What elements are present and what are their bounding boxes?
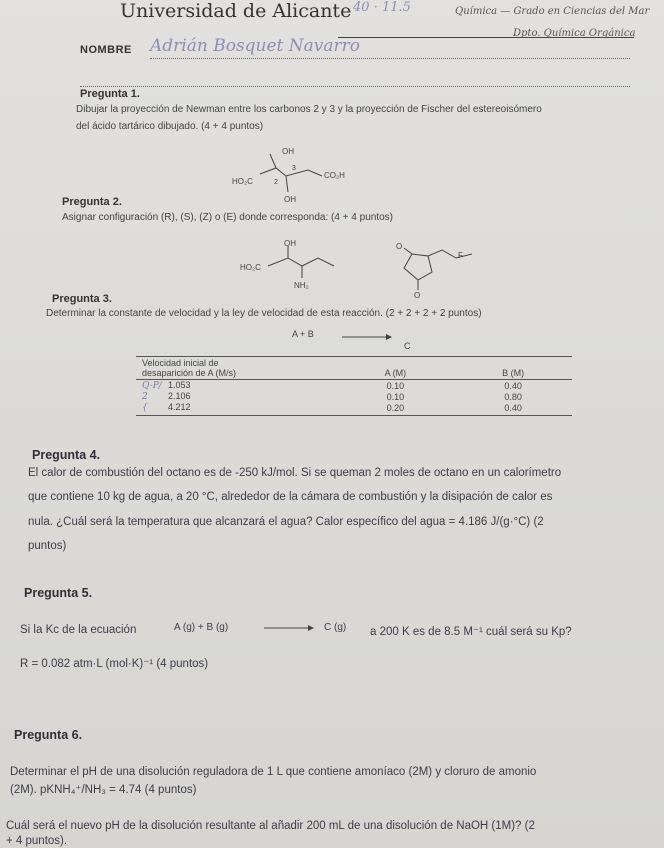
tartaric-acid-structure: [230, 140, 370, 206]
department-line-2: Dpto. Química Orgánica: [513, 28, 636, 39]
kinetics-header-a: A (M): [337, 357, 455, 380]
q1-label-co2h: CO₂H: [324, 171, 345, 180]
kinetics-table-row: [136, 391, 572, 402]
q4-title: Pregunta 4.: [32, 448, 101, 462]
q2-label-ho2c: HO₂C: [240, 263, 261, 272]
q6-line-3: Cuál será el nuevo pH de la disolución resultante al añadir 200 mL de una disolución de NaOH (1M)? (2: [6, 820, 535, 832]
kinetics-rate-value: 4.212: [168, 402, 191, 412]
q5-equation-rhs: C (g): [324, 622, 347, 633]
kinetics-a-value: 0.10: [386, 391, 405, 402]
q4-line-3: nula. ¿Cuál será la temperatura que alcanzará el agua? Calor específico del agua = 4.186 J/(g·°C) (2: [28, 516, 544, 528]
q1-label-ho2c: HO₂C: [232, 177, 253, 186]
university-name: Universidad de Alicante: [120, 0, 352, 22]
kinetics-header-rate-line1: Velocidad inicial de: [142, 358, 219, 368]
q5-title: Pregunta 5.: [24, 586, 93, 600]
q5-intro: Si la Kc de la ecuación: [20, 624, 137, 636]
q2-text: Asignar configuración (R), (S), (Z) o (E) donde corresponda: (4 + 4 puntos): [62, 212, 393, 223]
q2-label-oh: OH: [284, 239, 296, 248]
handwritten-row-note: 2: [142, 392, 148, 402]
q6-line-1: Determinar el pH de una disolución reguladora de 1 L que contiene amoníaco (2M) y cloruro de amonio: [10, 766, 537, 778]
q1-text-line1: Dibujar la proyección de Newman entre los carbonos 2 y 3 y la proyección de Fischer del estereoisómero: [76, 104, 542, 115]
q1-label-oh-top: OH: [282, 147, 294, 156]
kinetics-table-row: [136, 402, 572, 416]
kinetics-a-value: 0.10: [386, 380, 405, 391]
q1-label-c3: 3: [292, 165, 296, 172]
q3-reaction-lhs: A + B: [292, 329, 314, 339]
kinetics-rate-value: 1.053: [168, 380, 191, 390]
kinetics-header-b: B (M): [454, 357, 572, 380]
q1-label-oh-bottom: OH: [284, 195, 296, 204]
handwritten-grade: 40 · 11.5: [353, 0, 411, 15]
q3-text: Determinar la constante de velocidad y la ley de velocidad de esta reacción. (2 + 2 + 2 + 2 puntos): [46, 308, 482, 319]
q2-label-o-top: O: [396, 242, 403, 251]
q5-condition: a 200 K es de 8.5 M⁻¹ cuál será su Kp?: [370, 626, 572, 638]
kinetics-rate-cell: [136, 402, 337, 416]
q5-equation-lhs: A (g) + B (g): [174, 622, 229, 633]
kinetics-a-value: 0.20: [337, 402, 455, 416]
kinetics-table: [136, 356, 572, 416]
q1-title: Pregunta 1.: [80, 88, 140, 100]
q3-reaction-arrow-icon: [342, 333, 392, 341]
name-dotted-line: [150, 58, 630, 59]
kinetics-b-value: 0.40: [454, 402, 572, 416]
kinetics-header-rate-line2: desaparición de A (M/s): [142, 368, 237, 378]
q2-structures: [236, 238, 476, 300]
q5-gas-constant: R = 0.082 atm·L (mol·K)⁻¹ (4 puntos): [20, 658, 209, 670]
q2-title: Pregunta 2.: [62, 196, 122, 208]
q3-reaction-rhs: C: [404, 341, 411, 351]
handwritten-row-note: Q-P/: [142, 381, 162, 391]
student-name: Adrián Bosquet Navarro: [150, 36, 361, 56]
name-label: NOMBRE: [80, 44, 132, 56]
kinetics-table-body: [136, 380, 572, 416]
kinetics-table-row: [136, 380, 572, 392]
handwritten-row-note: {: [142, 403, 148, 413]
kinetics-rate-cell: [136, 380, 337, 392]
q4-line-2: que contiene 10 kg de agua, a 20 °C, alrededor de la cámara de combustión y la disipación de calor es: [28, 491, 553, 503]
q2-label-nh2: NH₂: [294, 281, 309, 290]
q4-line-4: puntos): [28, 540, 67, 552]
q6-line-4: + 4 puntos).: [6, 835, 68, 847]
kinetics-b-value: 0.80: [504, 391, 522, 402]
kinetics-b-value: 0.40: [504, 380, 522, 391]
q2-label-o-bottom: O: [414, 291, 421, 300]
kinetics-rate-value: 2.106: [168, 391, 191, 401]
q6-title: Pregunta 6.: [14, 728, 83, 742]
q5-reaction-arrow-icon: [264, 624, 314, 632]
q2-label-f: F: [458, 251, 463, 260]
q6-line-2: (2M). pKNH₄⁺/NH₃ = 4.74 (4 puntos): [10, 784, 197, 796]
separator-dotted-line: [80, 86, 630, 87]
kinetics-rate-cell: [136, 391, 337, 402]
department-line-1: Química — Grado en Ciencias del Mar: [455, 6, 650, 17]
q1-text-line2: del ácido tartárico dibujado. (4 + 4 puntos): [76, 121, 264, 132]
q1-label-c2: 2: [274, 179, 278, 186]
kinetics-header-rate: [136, 357, 337, 380]
q4-line-1: El calor de combustión del octano es de -250 kJ/mol. Si se queman 2 moles de octano en un calorímetro: [28, 467, 562, 479]
q3-title: Pregunta 3.: [52, 293, 112, 305]
